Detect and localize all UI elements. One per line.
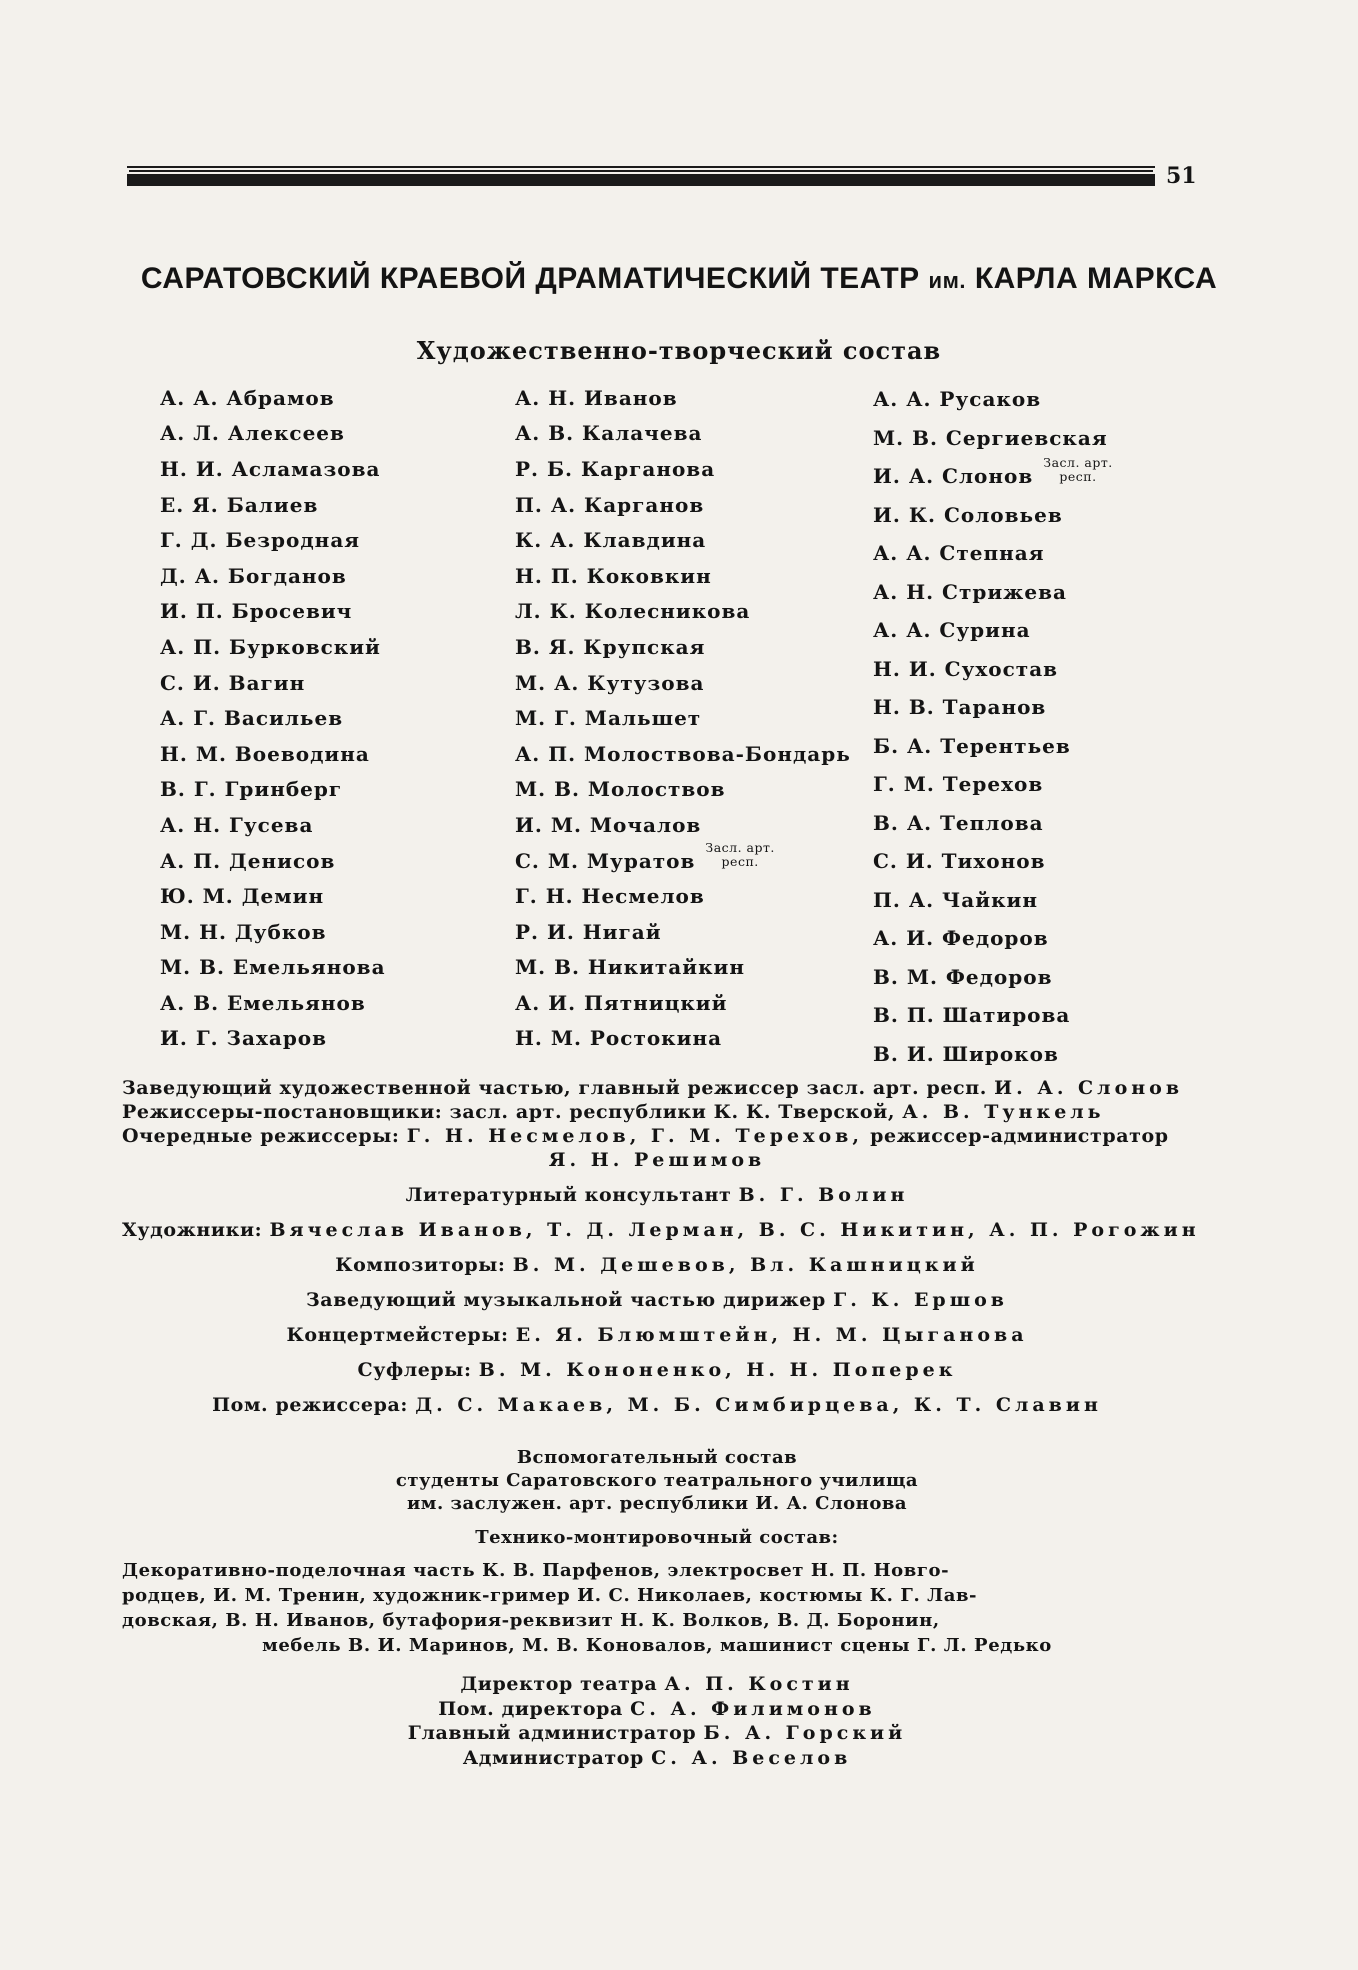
cast-member-name: М. В. Никитайкин: [515, 955, 746, 980]
cast-member: [873, 996, 1253, 1035]
cast-column-2: [515, 380, 895, 1056]
credit-role: Суфлеры:: [357, 1359, 472, 1381]
credit-line: [122, 1183, 1192, 1207]
cast-member-name: М. В. Молоствов: [515, 777, 726, 802]
credit-role: Очередные режиссеры:: [122, 1125, 400, 1147]
admin-role: Пом. директора: [438, 1697, 623, 1720]
cast-member-name: М. Н. Дубков: [160, 919, 327, 944]
cast-member: [873, 881, 1253, 920]
admin-person: С. А. Филимонов: [630, 1697, 876, 1720]
cast-member: [515, 950, 895, 986]
cast-member-name: Н. В. Таранов: [873, 695, 1047, 720]
cast-member: [160, 451, 540, 487]
cast-member-name: А. А. Русаков: [873, 387, 1042, 412]
cast-member-name: Н. М. Ростокина: [515, 1026, 723, 1051]
cast-member: [515, 839, 895, 879]
note-line: респ.: [1059, 469, 1097, 485]
note-line: респ.: [721, 853, 759, 869]
cast-member: [160, 807, 540, 843]
credit-role: режиссер-администратор: [870, 1125, 1169, 1147]
cast-column-1: [160, 380, 540, 1056]
cast-member-name: С. И. Тихонов: [873, 849, 1046, 874]
cast-member: [873, 496, 1253, 535]
credit-line: [122, 1148, 1192, 1172]
cast-member-name: А. И. Пятницкий: [515, 990, 728, 1015]
credit-line: [122, 1076, 1192, 1100]
cast-member-name: Д. А. Богданов: [160, 563, 347, 588]
credit-role: Заведующий музыкальной частью дирижер: [305, 1289, 826, 1311]
cast-member: [160, 843, 540, 879]
cast-member: [873, 650, 1253, 689]
tech-line: мебель В. И. Маринов, М. В. Коновалов, машинист сцены Г. Л. Редько: [262, 1635, 1052, 1656]
note-line: Засл. арт.: [1043, 455, 1113, 471]
cast-member-name: С. М. Муратов: [515, 848, 696, 873]
cast-member: [515, 594, 895, 630]
cast-member: [873, 842, 1253, 881]
cast-member: [160, 985, 540, 1021]
credit-line: [122, 1253, 1192, 1277]
credit-role: Композиторы:: [335, 1254, 506, 1276]
cast-member-name: В. А. Теплова: [873, 810, 1044, 835]
cast-member: [515, 736, 895, 772]
aux-line: студенты Саратовского театрального училища: [395, 1470, 919, 1491]
cast-member-name: А. А. Абрамов: [160, 385, 335, 410]
cast-member: [160, 629, 540, 665]
note-line: Засл. арт.: [705, 839, 775, 855]
cast-member-name: А. И. Федоров: [873, 926, 1049, 951]
header-rule: [127, 172, 1155, 186]
cast-member-name: В. Я. Крупская: [515, 634, 706, 659]
cast-member: [160, 700, 540, 736]
cast-member: [873, 573, 1253, 612]
admin-line: [122, 1697, 1192, 1722]
cast-member-name: Р. Б. Карганова: [515, 456, 716, 481]
credit-person: Г. Н. Несмелов, Г. М. Терехов,: [406, 1125, 863, 1147]
credit-role: Режиссеры-постановщики: засл. арт. республики К. К. Тверской,: [122, 1101, 896, 1123]
tech-line: Декоративно-поделочная часть К. В. Парфенов, электросвет Н. П. Новго-: [122, 1560, 950, 1581]
honorary-title-note: [705, 841, 774, 869]
cast-member-name: Б. А. Терентьев: [873, 733, 1071, 758]
credit-role: Концертмейстеры:: [286, 1324, 509, 1346]
credit-person: Я. Н. Решимов: [548, 1149, 766, 1171]
cast-member-name: М. А. Кутузова: [515, 670, 705, 695]
cast-member: [160, 487, 540, 523]
cast-member-name: А. Г. Васильев: [160, 706, 344, 731]
cast-member: [873, 765, 1253, 804]
cast-member: [873, 534, 1253, 573]
cast-member: [515, 487, 895, 523]
cast-member: [515, 807, 895, 843]
cast-member: [160, 522, 540, 558]
cast-member: [515, 629, 895, 665]
aux-line: им. заслужен. арт. республики И. А. Слонова: [406, 1493, 908, 1514]
cast-member-name: А. Н. Стрижева: [873, 579, 1067, 604]
credit-person: Вячеслав Иванов, Т. Д. Лерман, В. С. Никитин, А. П. Рогожин: [269, 1219, 1200, 1241]
cast-member: [160, 1021, 540, 1057]
credit-role: Заведующий художественной частью, главный режиссер засл. арт. респ.: [122, 1077, 987, 1099]
cast-member-name: Г. М. Терехов: [873, 772, 1044, 797]
cast-member-name: И. А. Слонов: [873, 464, 1034, 489]
cast-member-name: А. В. Емельянов: [160, 990, 366, 1015]
cast-member-name: М. Г. Мальшет: [515, 706, 702, 731]
cast-member: [515, 700, 895, 736]
cast-member-name: Ю. М. Демин: [160, 884, 325, 909]
cast-member-name: Н. И. Асламазова: [160, 456, 381, 481]
cast-member-name: И. М. Мочалов: [515, 812, 702, 837]
title-part-2: им.: [928, 268, 966, 293]
cast-member: [873, 457, 1253, 496]
cast-member-name: Е. Я. Балиев: [160, 492, 319, 517]
cast-member-name: И. Г. Захаров: [160, 1026, 328, 1051]
credit-line: [122, 1393, 1192, 1417]
credit-person: И. А. Слонов: [994, 1077, 1184, 1099]
tech-line: довская, В. Н. Иванов, бутафория-реквизит Н. К. Волков, В. Д. Боронин,: [122, 1610, 940, 1631]
cast-member-name: Н. П. Коковкин: [515, 563, 712, 588]
credit-person: В. М. Дешевов, Вл. Кашницкий: [512, 1254, 979, 1276]
cast-member-name: А. Л. Алексеев: [160, 421, 345, 446]
cast-column-3: [873, 380, 1253, 1073]
cast-member-name: Н. И. Сухостав: [873, 656, 1059, 681]
cast-member-name: К. А. Клавдина: [515, 528, 707, 553]
credit-line: [122, 1218, 1200, 1242]
cast-member: [160, 950, 540, 986]
cast-member-name: В. М. Федоров: [873, 964, 1053, 989]
cast-member: [160, 380, 540, 416]
credit-line: [122, 1288, 1192, 1312]
cast-member-name: Н. М. Воеводина: [160, 741, 370, 766]
credit-person: Г. К. Ершов: [833, 1289, 1008, 1311]
cast-member: [160, 914, 540, 950]
administration: [122, 1672, 1192, 1770]
technical-staff: [122, 1558, 1192, 1658]
cast-member-name: Г. Н. Несмелов: [515, 884, 705, 909]
admin-line: [122, 1672, 1192, 1697]
cast-member-name: В. И. Широков: [873, 1041, 1059, 1066]
credit-person: А. В. Тункель: [902, 1101, 1105, 1123]
credit-person: В. М. Кононенко, Н. Н. Поперек: [478, 1359, 957, 1381]
cast-member: [873, 958, 1253, 997]
theatre-title: [0, 262, 1358, 296]
cast-member-name: А. А. Сурина: [873, 618, 1031, 643]
cast-member-name: И. К. Соловьев: [873, 502, 1063, 527]
admin-role: Администратор: [462, 1746, 644, 1769]
staff-credits: [122, 1076, 1200, 1417]
admin-line: [122, 1746, 1192, 1771]
page-number: 51: [1166, 163, 1197, 189]
title-part-3: КАРЛА МАРКСА: [974, 262, 1218, 295]
admin-person: А. П. Костин: [664, 1673, 854, 1695]
cast-member: [873, 804, 1253, 843]
cast-member: [873, 688, 1253, 727]
credit-line: [122, 1100, 1192, 1124]
cast-member-name: Л. К. Колесникова: [515, 599, 751, 624]
cast-member: [160, 416, 540, 452]
cast-member: [515, 522, 895, 558]
cast-member: [515, 380, 895, 416]
credit-person: Д. С. Макаев, М. Б. Симбирцева, К. Т. Славин: [415, 1394, 1102, 1416]
cast-member-name: А. П. Молоствова-Бондарь: [515, 741, 851, 766]
cast-member: [515, 878, 895, 914]
credit-person: Е. Я. Блюмштейн, Н. М. Цыганова: [515, 1324, 1028, 1346]
admin-role: Главный администратор: [407, 1722, 697, 1744]
auxiliary-staff: [122, 1446, 1192, 1515]
cast-member: [160, 594, 540, 630]
cast-member-name: А. П. Денисов: [160, 848, 336, 873]
technical-staff-heading: Технико-монтировочный состав:: [475, 1527, 839, 1548]
cast-member: [515, 558, 895, 594]
cast-member: [515, 985, 895, 1021]
admin-line: [122, 1721, 1192, 1746]
section-title: Художественно-творческий состав: [416, 336, 942, 365]
cast-member-name: Г. Д. Безродная: [160, 528, 361, 553]
cast-member-name: П. А. Чайкин: [873, 887, 1038, 912]
cast-member-name: С. И. Вагин: [160, 670, 306, 695]
admin-person: С. А. Веселов: [651, 1746, 852, 1769]
title-part-1: САРАТОВСКИЙ КРАЕВОЙ ДРАМАТИЧЕСКИЙ ТЕАТР: [140, 262, 920, 295]
cast-member: [515, 914, 895, 950]
credit-role: Пом. режиссера:: [212, 1394, 408, 1416]
credit-person: В. Г. Волин: [738, 1184, 909, 1206]
credit-line: [122, 1124, 1192, 1148]
cast-member: [160, 772, 540, 808]
cast-member: [873, 419, 1253, 458]
cast-member-name: А. Н. Гусева: [160, 812, 314, 837]
credit-role: Литературный консультант: [405, 1184, 732, 1206]
cast-member-name: М. В. Сергиевская: [873, 425, 1108, 450]
cast-member: [515, 772, 895, 808]
cast-member: [160, 665, 540, 701]
cast-member: [873, 380, 1253, 419]
cast-member: [873, 919, 1253, 958]
cast-member-name: П. А. Карганов: [515, 492, 705, 517]
cast-member: [160, 878, 540, 914]
cast-member: [873, 1035, 1253, 1074]
aux-heading: Вспомогательный состав: [516, 1447, 798, 1468]
cast-member: [515, 416, 895, 452]
cast-member-name: В. П. Шатирова: [873, 1003, 1071, 1028]
cast-member-name: М. В. Емельянова: [160, 955, 386, 980]
cast-member: [160, 736, 540, 772]
cast-member-name: А. В. Калачева: [515, 421, 703, 446]
admin-person: Б. А. Горский: [703, 1722, 907, 1744]
cast-member-name: А. А. Степная: [873, 541, 1045, 566]
cast-member-name: И. П. Бросевич: [160, 599, 353, 624]
cast-member: [873, 611, 1253, 650]
cast-member: [515, 451, 895, 487]
cast-member-name: А. Н. Иванов: [515, 385, 678, 410]
cast-member: [515, 1021, 895, 1057]
cast-member: [515, 665, 895, 701]
header-rule-thin: [127, 166, 1155, 168]
cast-member: [160, 558, 540, 594]
cast-member: [873, 727, 1253, 766]
cast-member-name: Р. И. Нигай: [515, 919, 662, 944]
cast-member-name: А. П. Бурковский: [160, 634, 381, 659]
credit-role: Художники:: [122, 1219, 263, 1241]
credit-line: [122, 1323, 1192, 1347]
credit-line: [122, 1358, 1192, 1382]
honorary-title-note: [1043, 456, 1112, 484]
admin-role: Директор театра: [460, 1673, 658, 1695]
tech-line: родцев, И. М. Тренин, художник-гример И. С. Николаев, костюмы К. Г. Лав-: [122, 1585, 978, 1606]
cast-member-name: В. Г. Гринберг: [160, 777, 343, 802]
